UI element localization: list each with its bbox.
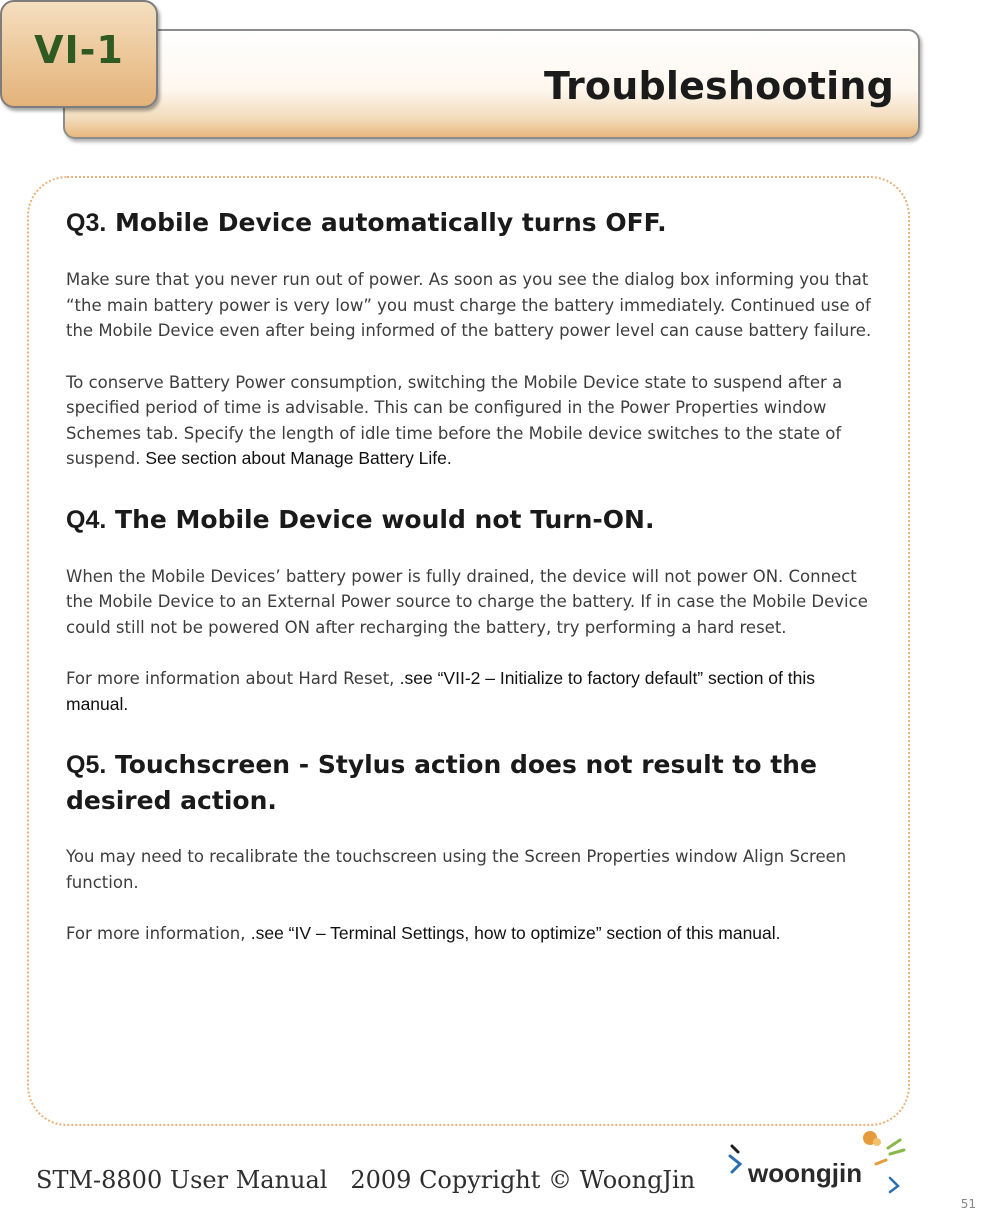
paragraph xyxy=(66,370,881,472)
logo-wordmark: woongjin xyxy=(748,1158,863,1188)
woongjin-logo xyxy=(718,1130,912,1210)
paragraph xyxy=(66,666,881,717)
question-text: The Mobile Device would not Turn-ON. xyxy=(115,504,655,534)
title-bar xyxy=(63,29,920,139)
paragraph-text: To conserve Battery Power consumption, switching the Mobile Device state to suspend after a specified period of time is advisable. This can be configured in the Power Properties window Schemes tab. Specify the length of idle time before the Mobile device switches to the state of suspend. xyxy=(66,372,843,468)
paragraph-text: For more information, xyxy=(66,924,251,943)
paragraph-text: When the Mobile Devices’ battery power is fully drained, the device will not power ON. Connect the Mobile Device to an External Power source to charge the battery. If in case the Mobile Device could still not be powered ON after recharging the battery, try performing a hard reset. xyxy=(66,566,868,637)
page-number: 51 xyxy=(960,1197,976,1211)
content xyxy=(66,205,881,947)
question-number: Q4. xyxy=(66,505,107,534)
paragraph-text: Make sure that you never run out of power. As soon as you see the dialog box informing you that “the main battery power is very low” you must charge the battery immediately. Continued use of the Mobile Device even after being informed of the battery power level can cause battery failure. xyxy=(66,270,872,340)
logo-blue-mark xyxy=(890,1178,898,1192)
paragraph xyxy=(66,267,881,344)
question-q4 xyxy=(66,502,881,538)
page-title: Troubleshooting xyxy=(544,64,894,108)
paragraph-text: For more information about Hard Reset, xyxy=(66,669,400,688)
paragraph xyxy=(66,564,881,641)
section-tab xyxy=(0,0,158,108)
logo-orange-mark xyxy=(876,1160,886,1164)
section-reference: .see “VII-2 – Initialize to factory default” section of this manual. xyxy=(66,668,815,714)
footer-copyright: STM-8800 User Manual 2009 Copyright © WoongJin xyxy=(36,1166,696,1194)
question-number: Q3. xyxy=(66,209,107,237)
section-number: VI-1 xyxy=(34,28,124,72)
question-text: Mobile Device automatically turns OFF. xyxy=(115,208,667,237)
logo-graphic xyxy=(718,1130,912,1210)
logo-dot-yellow xyxy=(873,1138,881,1146)
question-q5 xyxy=(66,747,881,818)
paragraph xyxy=(66,844,881,895)
paragraph-text: You may need to recalibrate the touchscreen using the Screen Properties window Align Screen function. xyxy=(66,847,847,892)
paragraph xyxy=(66,921,881,947)
question-text: Touchscreen - Stylus action does not result to the desired action. xyxy=(66,750,817,815)
question-q3 xyxy=(66,205,881,241)
question-number: Q5. xyxy=(66,751,107,779)
section-reference: See section about Manage Battery Life. xyxy=(140,448,452,468)
logo-person-mark xyxy=(730,1156,740,1172)
logo-stroke-mark xyxy=(732,1146,738,1152)
logo-leaf-mark xyxy=(888,1140,904,1154)
section-reference: .see “IV – Terminal Settings, how to optimize” section of this manual. xyxy=(250,923,781,943)
